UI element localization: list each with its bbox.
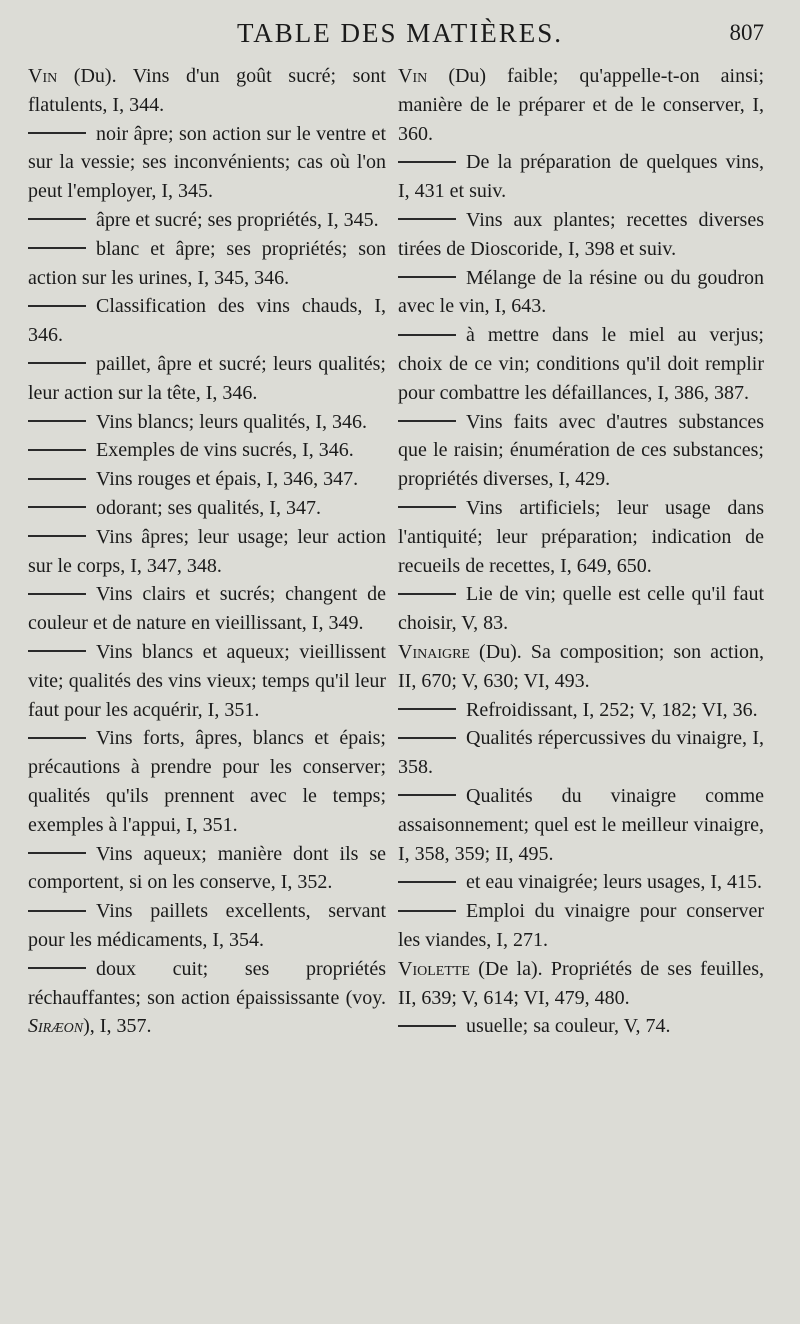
entry-text: Exemples de vins sucrés, I, 346. bbox=[96, 439, 354, 462]
entry-text: Vins artificiels; leur usage dans l'antiquité; leur préparation; indication de recueils de recettes, I, 649, 650. bbox=[398, 496, 764, 577]
repeat-dash bbox=[398, 593, 456, 595]
entry-text: Vins blancs et aqueux; vieillissent vite; qualités des vins vieux; temps qu'il leur faut pour les acquérir, I, 351. bbox=[28, 640, 386, 721]
index-entry bbox=[28, 840, 386, 898]
entry-text: Vins paillets excellents, servant pour les médicaments, I, 354. bbox=[28, 900, 386, 951]
repeat-dash bbox=[28, 132, 86, 134]
entry-text: Vins blancs; leurs qualités, I, 346. bbox=[96, 410, 367, 433]
repeat-dash bbox=[28, 247, 86, 249]
entry-headword: Vinaigre bbox=[398, 640, 470, 663]
entry-text: doux cuit; ses propriétés réchauffantes; son action épaississante (voy. bbox=[28, 957, 386, 1009]
repeat-dash bbox=[28, 967, 86, 969]
repeat-dash bbox=[28, 218, 86, 220]
entry-headword: Violette bbox=[398, 957, 470, 980]
index-entry bbox=[28, 120, 386, 206]
index-entry bbox=[28, 580, 386, 638]
index-entry bbox=[28, 724, 386, 839]
index-entry bbox=[28, 436, 386, 465]
repeat-dash bbox=[398, 334, 456, 336]
index-entry bbox=[398, 1012, 764, 1041]
index-entry bbox=[398, 638, 764, 696]
repeat-dash bbox=[28, 737, 86, 739]
index-entry bbox=[398, 696, 764, 725]
repeat-dash bbox=[28, 449, 86, 451]
repeat-dash bbox=[28, 420, 86, 422]
repeat-dash bbox=[398, 910, 456, 912]
page-header bbox=[0, 14, 800, 54]
repeat-dash bbox=[398, 737, 456, 739]
repeat-dash bbox=[398, 881, 456, 883]
index-entry bbox=[28, 897, 386, 955]
repeat-dash bbox=[398, 161, 456, 163]
index-entry bbox=[398, 494, 764, 580]
entry-text: usuelle; sa couleur, V, 74. bbox=[466, 1015, 671, 1038]
index-entry bbox=[28, 408, 386, 437]
entry-text-tail: ), I, 357. bbox=[83, 1015, 152, 1038]
index-entry bbox=[28, 206, 386, 235]
repeat-dash bbox=[398, 1025, 456, 1027]
entry-text: Qualités répercussives du vinaigre, I, 358. bbox=[398, 727, 764, 779]
index-entry bbox=[28, 638, 386, 724]
entry-headword: Vin bbox=[398, 65, 428, 87]
index-entry bbox=[28, 523, 386, 581]
page-number: 807 bbox=[729, 20, 764, 45]
index-entry bbox=[398, 408, 764, 494]
repeat-dash bbox=[398, 276, 456, 278]
entry-text: et eau vinaigrée; leurs usages, I, 415. bbox=[466, 871, 763, 894]
entry-text: âpre et sucré; ses propriétés, I, 345. bbox=[96, 208, 379, 231]
repeat-dash bbox=[28, 910, 86, 912]
index-entry bbox=[398, 724, 764, 782]
repeat-dash bbox=[398, 420, 456, 422]
repeat-dash bbox=[28, 506, 86, 508]
entry-text: Vins forts, âpres, blancs et épais; précautions à prendre pour les conserver; qualités qu'ils prennent avec le temps; exemples à l'appui, I, 351. bbox=[28, 727, 386, 836]
left-column bbox=[28, 62, 386, 1041]
repeat-dash bbox=[398, 218, 456, 220]
index-entry bbox=[398, 955, 764, 1013]
entry-text: (De la). Propriétés de ses feuilles, II, 639; V, 614; VI, 479, 480. bbox=[398, 957, 764, 1009]
repeat-dash bbox=[398, 506, 456, 508]
index-entry bbox=[28, 494, 386, 523]
index-entry bbox=[398, 868, 764, 897]
entry-text: Emploi du vinaigre pour conserver les viandes, I, 271. bbox=[398, 900, 764, 951]
entry-text: Vins âpres; leur usage; leur action sur le corps, I, 347, 348. bbox=[28, 525, 386, 577]
entry-text: (Du) faible; qu'appelle-t-on ainsi; manière de le préparer et de le conserver, I, 360. bbox=[398, 65, 764, 145]
entry-text: (Du). Vins d'un goût sucré; sont flatulents, I, 344. bbox=[28, 65, 386, 116]
repeat-dash bbox=[398, 794, 456, 796]
entry-text: blanc et âpre; ses propriétés; son action sur les urines, I, 345, 346. bbox=[28, 237, 386, 289]
entry-headword: Vin bbox=[28, 65, 58, 87]
repeat-dash bbox=[28, 305, 86, 307]
entry-text: Mélange de la résine ou du goudron avec le vin, I, 643. bbox=[398, 266, 764, 318]
entry-text: Vins aqueux; manière dont ils se comportent, si on les conserve, I, 352. bbox=[28, 842, 386, 894]
index-entry bbox=[398, 897, 764, 955]
repeat-dash bbox=[28, 852, 86, 854]
entry-text: Lie de vin; quelle est celle qu'il faut choisir, V, 83. bbox=[398, 583, 764, 635]
index-entry bbox=[398, 264, 764, 322]
entry-text: Vins faits avec d'autres substances que le raisin; énumération de ces substances; propriétés diverses, I, 429. bbox=[398, 410, 764, 491]
index-entry bbox=[28, 955, 386, 1041]
index-entry bbox=[398, 580, 764, 638]
index-entry bbox=[28, 292, 386, 350]
entry-text: Classification des vins chauds, I, 346. bbox=[28, 295, 386, 347]
repeat-dash bbox=[398, 708, 456, 710]
entry-text: noir âpre; son action sur le ventre et sur la vessie; ses inconvénients; cas où l'on peut l'employer, I, 345. bbox=[28, 122, 386, 203]
entry-text: (Du). Sa composition; son action, II, 670; V, 630; VI, 493. bbox=[398, 640, 764, 692]
running-title: TABLE DES MATIÈRES. bbox=[236, 18, 564, 48]
right-column bbox=[398, 62, 764, 1041]
entry-text: De la préparation de quelques vins, I, 431 et suiv. bbox=[398, 151, 764, 203]
entry-text: Refroidissant, I, 252; V, 182; VI, 36. bbox=[466, 698, 758, 721]
entry-text: paillet, âpre et sucré; leurs qualités; leur action sur la tête, I, 346. bbox=[28, 352, 386, 404]
index-entry bbox=[398, 148, 764, 206]
index-entry bbox=[398, 321, 764, 407]
entry-text: Vins aux plantes; recettes diverses tirées de Dioscoride, I, 398 et suiv. bbox=[398, 208, 764, 260]
repeat-dash bbox=[28, 478, 86, 480]
index-entry bbox=[28, 235, 386, 293]
index-entry bbox=[28, 350, 386, 408]
entry-text: Qualités du vinaigre comme assaisonnement; quel est le meilleur vinaigre, I, 358, 359; II, 495. bbox=[398, 784, 764, 865]
cross-reference: Siræon bbox=[28, 1015, 84, 1038]
entry-text: Vins rouges et épais, I, 346, 347. bbox=[96, 468, 359, 491]
repeat-dash bbox=[28, 362, 86, 364]
repeat-dash bbox=[28, 593, 86, 595]
index-entry bbox=[398, 206, 764, 264]
entry-text: à mettre dans le miel au verjus; choix de ce vin; conditions qu'il doit remplir pour combattre les défaillances, I, 386, 387. bbox=[398, 324, 764, 404]
index-entry bbox=[28, 465, 386, 494]
repeat-dash bbox=[28, 650, 86, 652]
entry-text: Vins clairs et sucrés; changent de couleur et de nature en vieillissant, I, 349. bbox=[28, 583, 386, 635]
index-entry bbox=[28, 62, 386, 120]
entry-text: odorant; ses qualités, I, 347. bbox=[96, 496, 321, 519]
index-entry bbox=[398, 782, 764, 868]
repeat-dash bbox=[28, 535, 86, 537]
index-entry bbox=[398, 62, 764, 148]
